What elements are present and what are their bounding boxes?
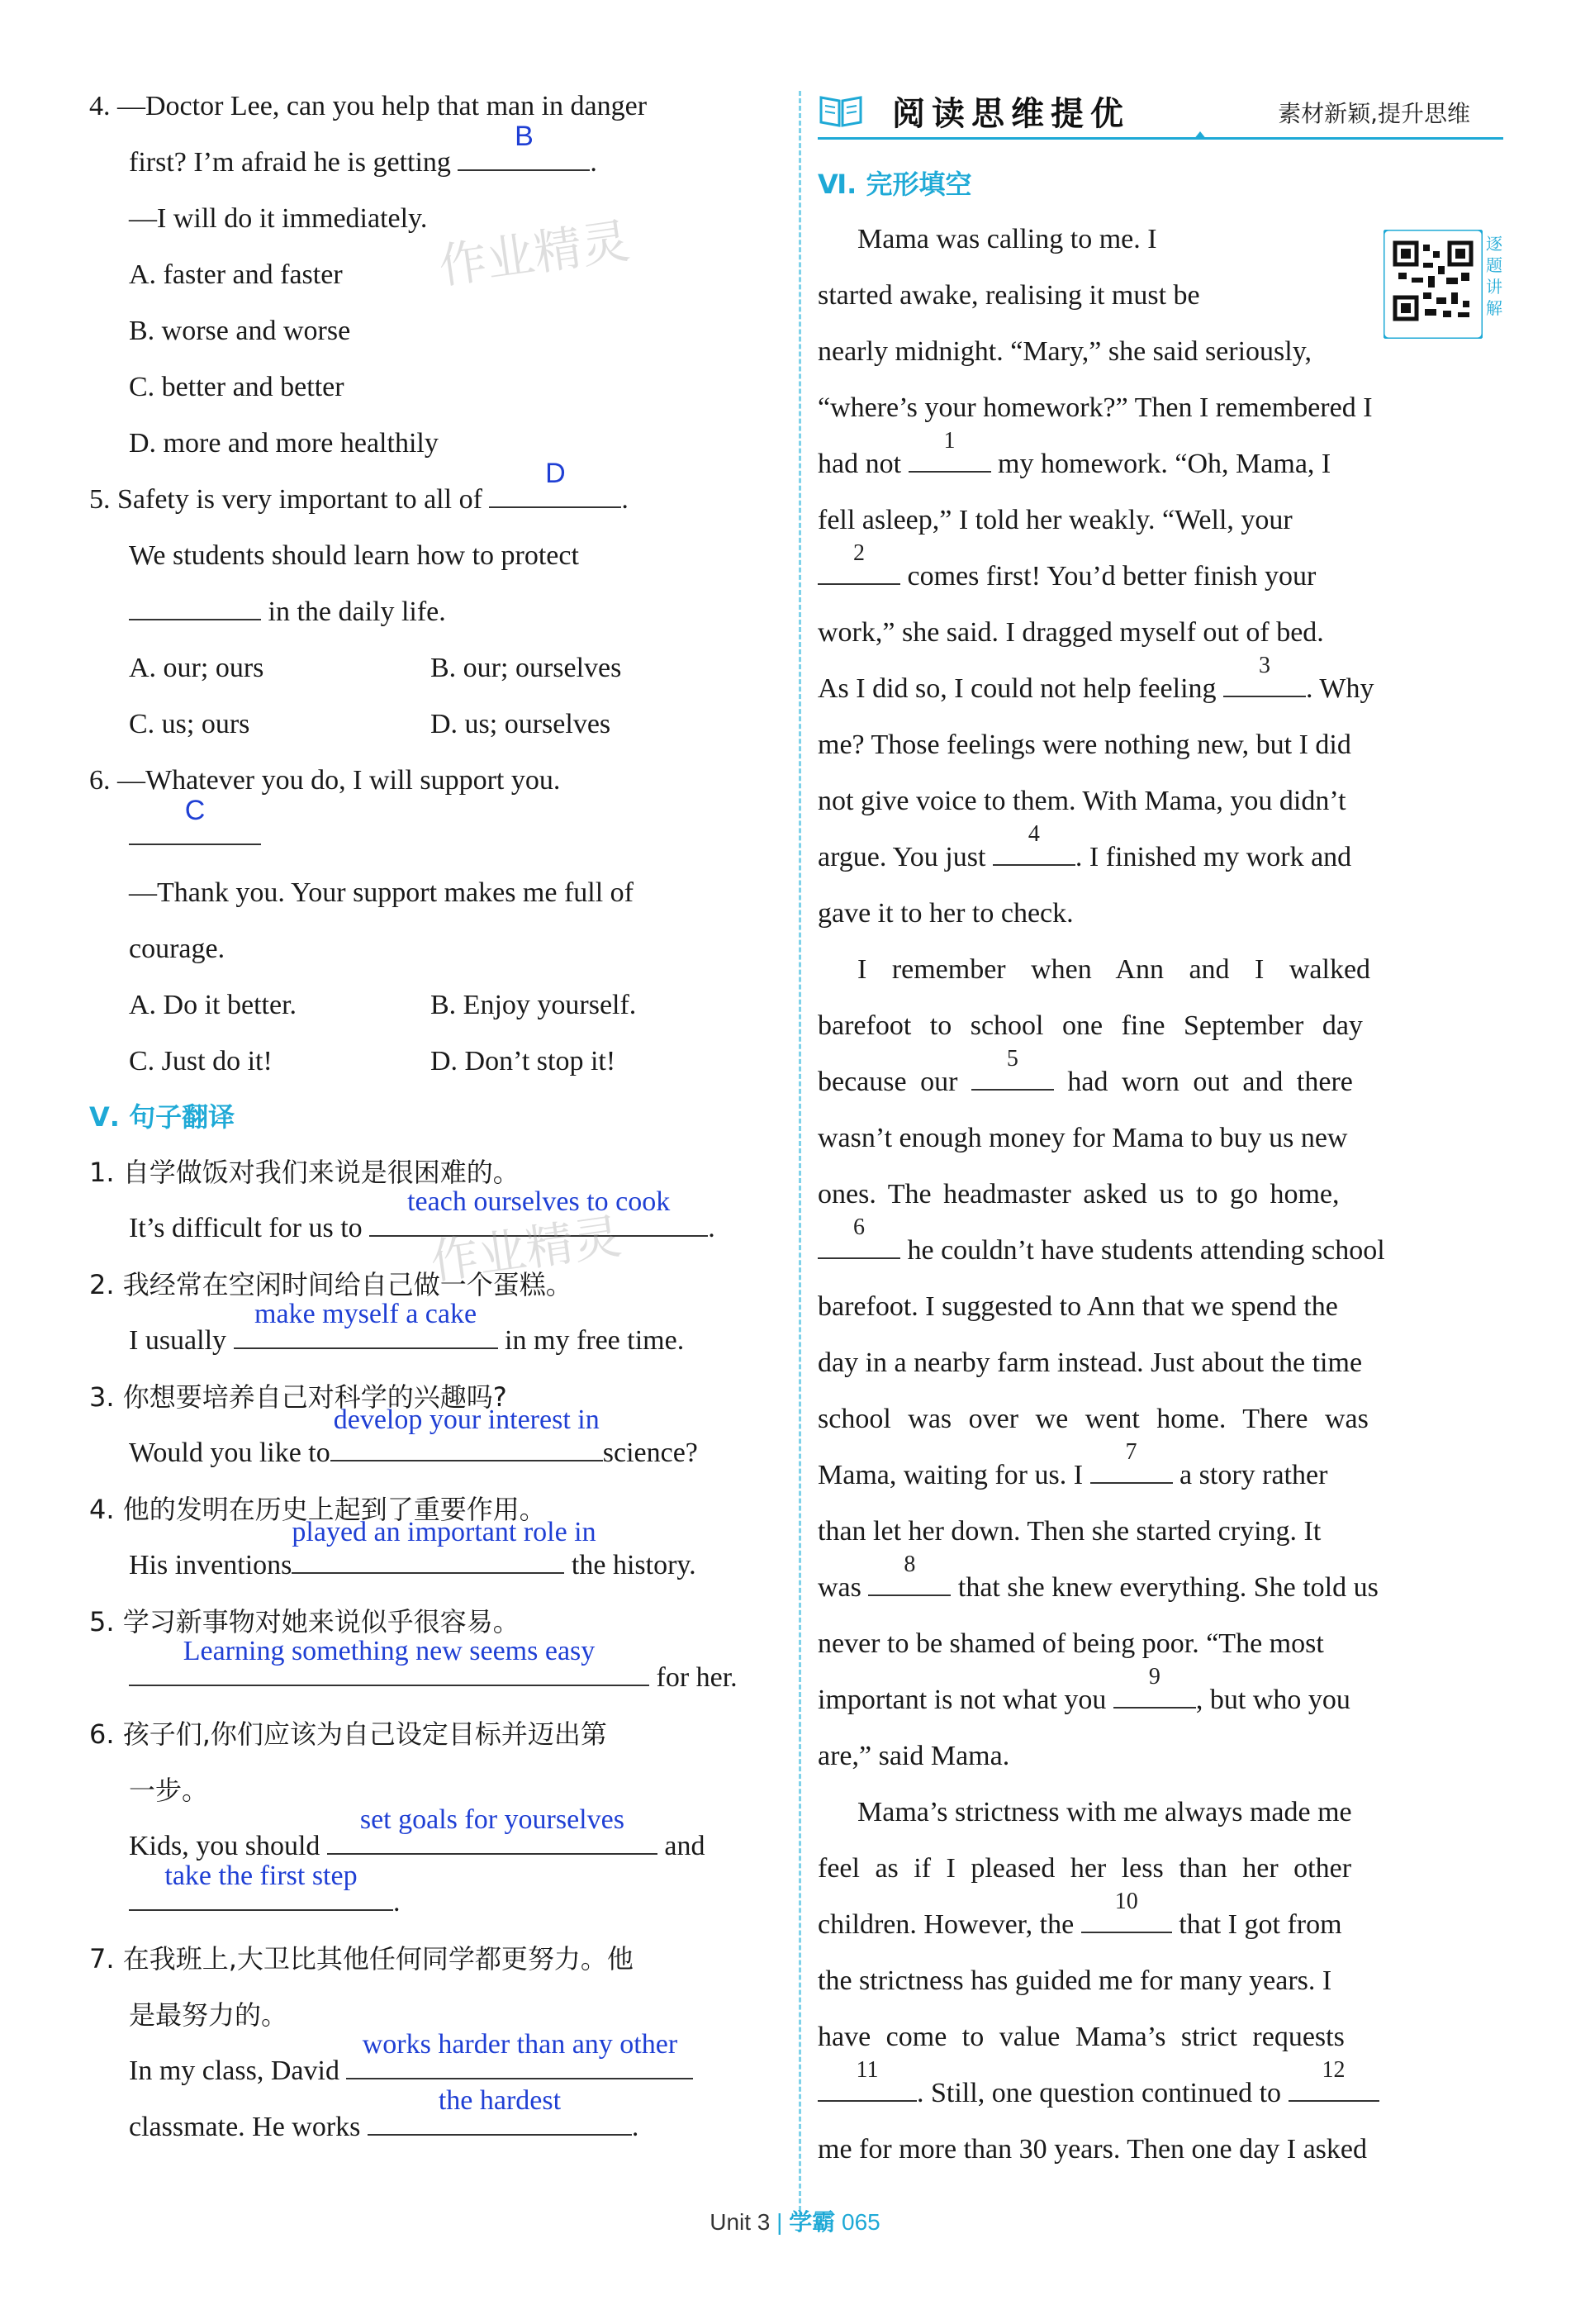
blank-5: 5 xyxy=(971,1056,1054,1091)
t4-english: His inventions played an important role in the history. xyxy=(129,1517,696,1580)
reading-header xyxy=(818,83,1503,140)
t2-chinese: 2. 我经常在空闲时间给自己做一个蛋糕。 xyxy=(89,1269,572,1300)
q6-options-cd: C. Just do it! D. Don’t stop it! xyxy=(129,1046,616,1076)
t6-answer-blank-2: take the first step xyxy=(129,1876,393,1911)
p3-l7: me for more than 30 years. Then one day I asked xyxy=(818,2134,1367,2165)
p3-l4: the strictness has guided me for many years. I xyxy=(818,1965,1332,1996)
header-subtitle: 素材新颖,提升思维 xyxy=(1278,100,1470,127)
p2-l14: important is not what you 9 , but who you xyxy=(818,1664,1350,1715)
q5-options-ab: A. our; ours B. our; ourselves xyxy=(129,653,622,683)
qr-code-icon xyxy=(1384,230,1483,339)
q4-option-c: C. better and better xyxy=(129,372,344,402)
p2-l5: ones. The headmaster asked us to go home, xyxy=(818,1179,1340,1210)
watermark: 作业精灵 xyxy=(435,212,634,295)
p2-l13: never to be shamed of being poor. “The most xyxy=(818,1628,1324,1659)
p2-l4: wasn’t enough money for Mama to buy us new xyxy=(818,1123,1348,1153)
p2-l3: because our 5 had worn out and there xyxy=(818,1046,1353,1097)
blank-2: 2 xyxy=(818,550,900,585)
p1-l4: “where’s your homework?” Then I remembered I xyxy=(818,392,1373,423)
t6-chinese-1: 6. 孩子们,你们应该为自己设定目标并迈出第 xyxy=(89,1718,607,1750)
q6-line3: —Thank you. Your support makes me full of xyxy=(129,877,634,908)
p3-l2: feel as if I pleased her less than her other xyxy=(818,1853,1352,1884)
qr-label: 逐题讲解 xyxy=(1486,234,1502,318)
t6-english-2: take the first step . xyxy=(89,1875,779,1931)
t5-english: Learning something new seems easy for her. xyxy=(89,1650,779,1706)
blank-4: 4 xyxy=(993,831,1075,866)
p3-l5: have come to value Mama’s strict requests xyxy=(818,2022,1345,2052)
q4-option-b: B. worse and worse xyxy=(129,316,351,346)
left-column xyxy=(89,78,779,2155)
blank-9: 9 xyxy=(1113,1674,1196,1709)
p2-l2: barefoot to school one fine September day xyxy=(818,1010,1363,1041)
t6-english-1: Kids, you should set goals for yourselves and xyxy=(129,1804,705,1861)
t7-english-1: In my class, David works harder than any other xyxy=(89,2043,779,2099)
t3-chinese: 3. 你想要培养自己对科学的兴趣吗? xyxy=(89,1381,507,1413)
p1-l7: 2 comes first! You’d better finish your xyxy=(818,549,1503,605)
p2-l12: was 8 that she knew everything. She told us xyxy=(818,1552,1379,1603)
p1-l1: Mama was calling to me. I xyxy=(857,224,1157,254)
p2-l8: day in a nearby farm instead. Just about the time xyxy=(818,1347,1363,1378)
p3-l3: children. However, the 10 that I got from xyxy=(818,1889,1342,1940)
header-title: 阅读思维提优 xyxy=(892,95,1130,133)
p1-l11: not give voice to them. With Mama, you didn’t xyxy=(818,786,1346,816)
blank-8: 8 xyxy=(868,1561,951,1596)
blank-7: 7 xyxy=(1090,1449,1173,1484)
t3-answer-blank: develop your interest in xyxy=(330,1427,603,1461)
blank-10: 10 xyxy=(1081,1899,1172,1933)
p2-l6: 6 he couldn’t have students attending school xyxy=(818,1223,1503,1279)
q6-line4: courage. xyxy=(129,934,225,964)
watermark-2: 作业精灵 xyxy=(427,1208,625,1290)
p2-l9: school was over we went home. There was xyxy=(818,1404,1369,1434)
p1-l13: gave it to her to check. xyxy=(818,898,1074,929)
q5-line2: We students should learn how to protect xyxy=(129,540,579,571)
t2-english: I usually make myself a cake in my free time. xyxy=(129,1299,685,1356)
t7-english-2: classmate. He works the hardest . xyxy=(129,2085,639,2142)
footer-brand: 学霸 xyxy=(789,2208,836,2236)
q6-line2 xyxy=(89,795,779,865)
open-book-icon xyxy=(818,89,864,129)
t3-english: Would you like to develop your interest in science? xyxy=(129,1404,698,1468)
right-column xyxy=(818,157,1503,2178)
q5-blank2 xyxy=(129,586,261,620)
t7-answer-blank-2: the hardest xyxy=(368,2101,632,2136)
q6-options-ab: A. Do it better. B. Enjoy yourself. xyxy=(129,990,637,1020)
q4-line1: 4. —Doctor Lee, can you help that man in danger xyxy=(89,91,648,121)
t2-answer-blank: make myself a cake xyxy=(234,1314,498,1349)
p1-l8: work,” she said. I dragged myself out of bed. xyxy=(818,617,1324,648)
t4-chinese: 4. 他的发明在历史上起到了重要作用。 xyxy=(89,1494,546,1525)
t1-chinese: 1. 自学做饭对我们来说是很困难的。 xyxy=(89,1157,520,1188)
p3-l6: 11 . Still, one question continued to 12 xyxy=(818,2065,1503,2122)
p1-l6: fell asleep,” I told her weakly. “Well, your xyxy=(818,505,1293,535)
column-divider xyxy=(799,91,801,2218)
blank-11: 11 xyxy=(818,2067,917,2102)
q5-options-cd: C. us; ours D. us; ourselves xyxy=(129,709,611,739)
blank-6: 6 xyxy=(818,1224,900,1259)
q4-option-a: A. faster and faster xyxy=(129,259,343,290)
p1-l2: started awake, realising it must be xyxy=(818,280,1200,311)
q5-line1: 5. Safety is very important to all of D . xyxy=(89,458,629,515)
section6-title: Ⅵ. 完形填空 xyxy=(818,169,972,200)
q4-answer-blank: B xyxy=(458,136,590,171)
t7-chinese-2: 是最努力的。 xyxy=(129,1999,288,2031)
q4-line2: first? I’m afraid he is getting B . xyxy=(129,121,597,178)
page-number: 065 xyxy=(842,2209,880,2235)
p2-l15: are,” said Mama. xyxy=(818,1741,1010,1771)
t7-answer-blank-1: works harder than any other xyxy=(346,2045,693,2079)
q5-line3: in the daily life. xyxy=(89,584,779,640)
p1-l5: had not 1 my homework. “Oh, Mama, I xyxy=(818,428,1331,479)
p2-l7: barefoot. I suggested to Ann that we spend the xyxy=(818,1291,1338,1322)
t6-chinese-2: 一步。 xyxy=(129,1775,209,1806)
blank-12: 12 xyxy=(1289,2067,1379,2102)
p1-l9: As I did so, I could not help feeling 3 . Why xyxy=(818,653,1374,704)
p2-l10: Mama, waiting for us. I 7 a story rather xyxy=(818,1439,1328,1490)
t4-answer-blank: played an important role in xyxy=(292,1539,564,1574)
p3-l1: Mama’s strictness with me always made me xyxy=(857,1797,1352,1827)
footer-unit: Unit 3 xyxy=(710,2209,771,2235)
p2-l1: I remember when Ann and I walked xyxy=(857,954,1371,985)
qr-code-block[interactable] xyxy=(1384,230,1507,339)
p1-l3: nearly midnight. “Mary,” she said seriously, xyxy=(818,336,1312,367)
t7-chinese-1: 7. 在我班上,大卫比其他任何同学都更努力。他 xyxy=(89,1943,634,1975)
t6-answer-blank-1: set goals for yourselves xyxy=(327,1820,657,1855)
q6-answer-blank: C xyxy=(129,810,261,845)
page-footer: Unit 3 | 学霸 065 xyxy=(710,2208,880,2236)
t1-answer-blank: teach ourselves to cook xyxy=(369,1202,708,1237)
p1-l10: me? Those feelings were nothing new, but I did xyxy=(818,730,1351,760)
header-pointer xyxy=(1194,131,1207,140)
t1-english: It’s difficult for us to teach ourselves to cook . xyxy=(129,1186,715,1243)
t5-chinese: 5. 学习新事物对她来说似乎很容易。 xyxy=(89,1606,520,1637)
p2-l11: than let her down. Then she started crying. It xyxy=(818,1516,1322,1547)
q6-line1: 6. —Whatever you do, I will support you. xyxy=(89,765,561,796)
p1-l12: argue. You just 4 . I finished my work and xyxy=(818,821,1352,872)
q5-answer-blank: D xyxy=(489,473,621,508)
q4-option-d: D. more and more healthily xyxy=(129,428,439,459)
section5-title: Ⅴ. 句子翻译 xyxy=(89,1101,235,1133)
blank-1: 1 xyxy=(909,438,991,473)
t5-answer-blank: Learning something new seems easy xyxy=(129,1652,649,1686)
blank-3: 3 xyxy=(1223,663,1306,697)
q4-line3: —I will do it immediately. xyxy=(129,203,428,234)
